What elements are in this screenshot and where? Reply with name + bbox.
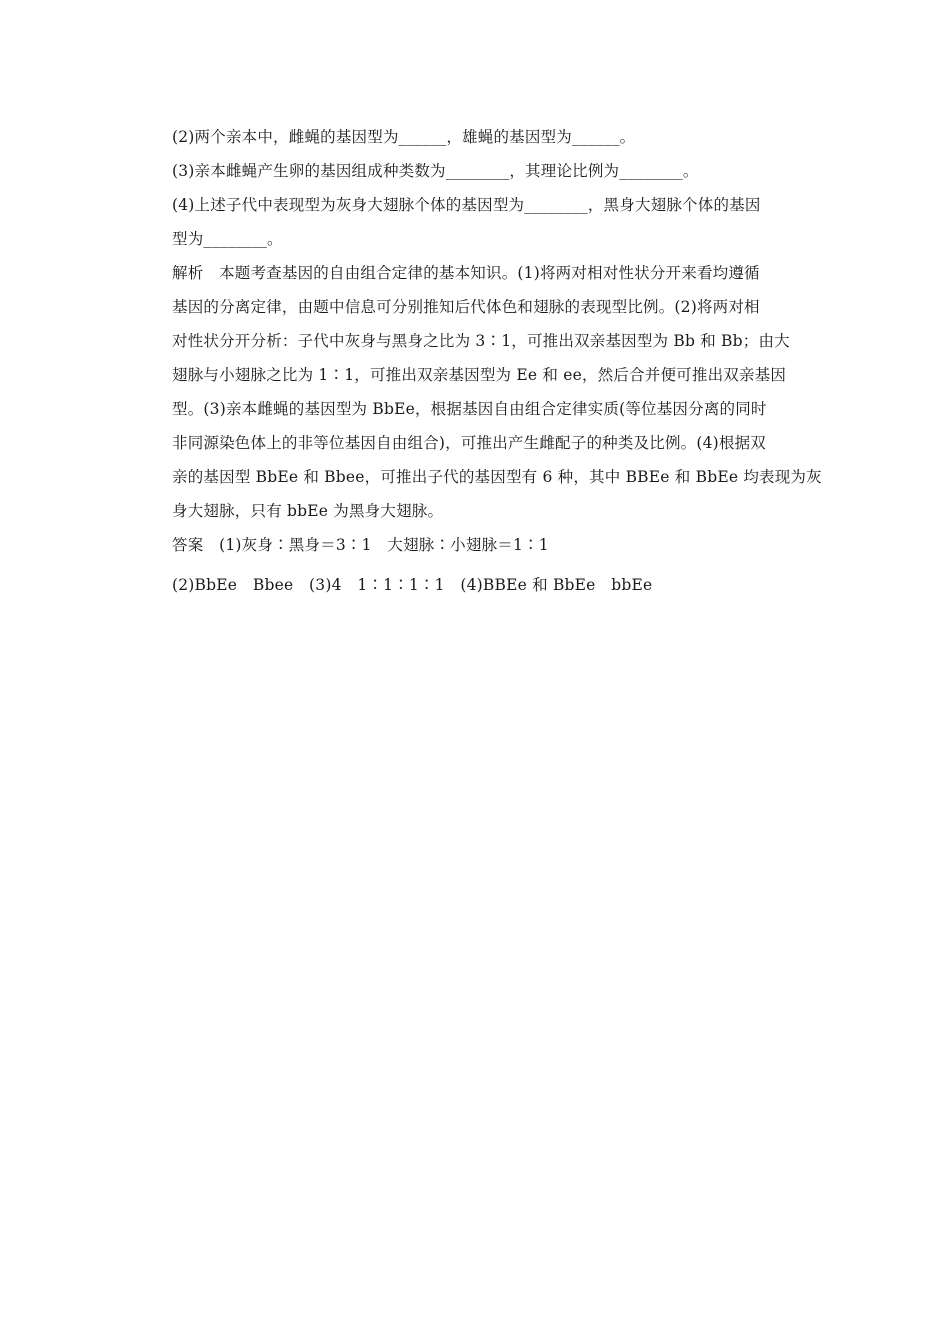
answer-section xyxy=(172,528,812,602)
analysis-line: 翅脉与小翅脉之比为 1∶1，可推出双亲基因型为 Ee 和 ee，然后合并便可推出双亲基因 xyxy=(172,366,787,384)
question-4-line-2: 型为________。 xyxy=(172,230,283,248)
analysis-line: 型。(3)亲本雌蝇的基因型为 BbEe，根据基因自由组合定律实质(等位基因分离的同时 xyxy=(172,400,767,418)
question-2: (2)两个亲本中，雌蝇的基因型为______，雄蝇的基因型为______。 xyxy=(172,128,636,146)
analysis-line: 非同源染色体上的非等位基因自由组合)，可推出产生雌配子的种类及比例。(4)根据双 xyxy=(172,434,767,452)
analysis-section xyxy=(172,256,822,528)
answer-line-1: 答案 (1)灰身∶黑身＝3∶1 大翅脉∶小翅脉＝1∶1 xyxy=(172,536,549,554)
analysis-line: 亲的基因型 BbEe 和 Bbee，可推出子代的基因型有 6 种，其中 BBEe 和 BbEe 均表现为灰 xyxy=(172,468,822,486)
question-4-line-1: (4)上述子代中表现型为灰身大翅脉个体的基因型为________，黑身大翅脉个体的基因 xyxy=(172,196,761,214)
analysis-line: 对性状分开分析：子代中灰身与黑身之比为 3∶1，可推出双亲基因型为 Bb 和 Bb；由大 xyxy=(172,332,790,350)
analysis-line: 身大翅脉，只有 bbEe 为黑身大翅脉。 xyxy=(172,502,444,520)
question-3: (3)亲本雌蝇产生卵的基因组成种类数为________，其理论比例为________。 xyxy=(172,162,699,180)
analysis-line: 解析 本题考查基因的自由组合定律的基本知识。(1)将两对相对性状分开来看均遵循 xyxy=(172,264,760,282)
answer-line-2: (2)BbEe Bbee (3)4 1∶1∶1∶1 (4)BBEe 和 BbEe bbEe xyxy=(172,576,653,594)
document-page xyxy=(172,120,822,602)
analysis-line: 基因的分离定律，由题中信息可分别推知后代体色和翅脉的表现型比例。(2)将两对相 xyxy=(172,298,760,316)
